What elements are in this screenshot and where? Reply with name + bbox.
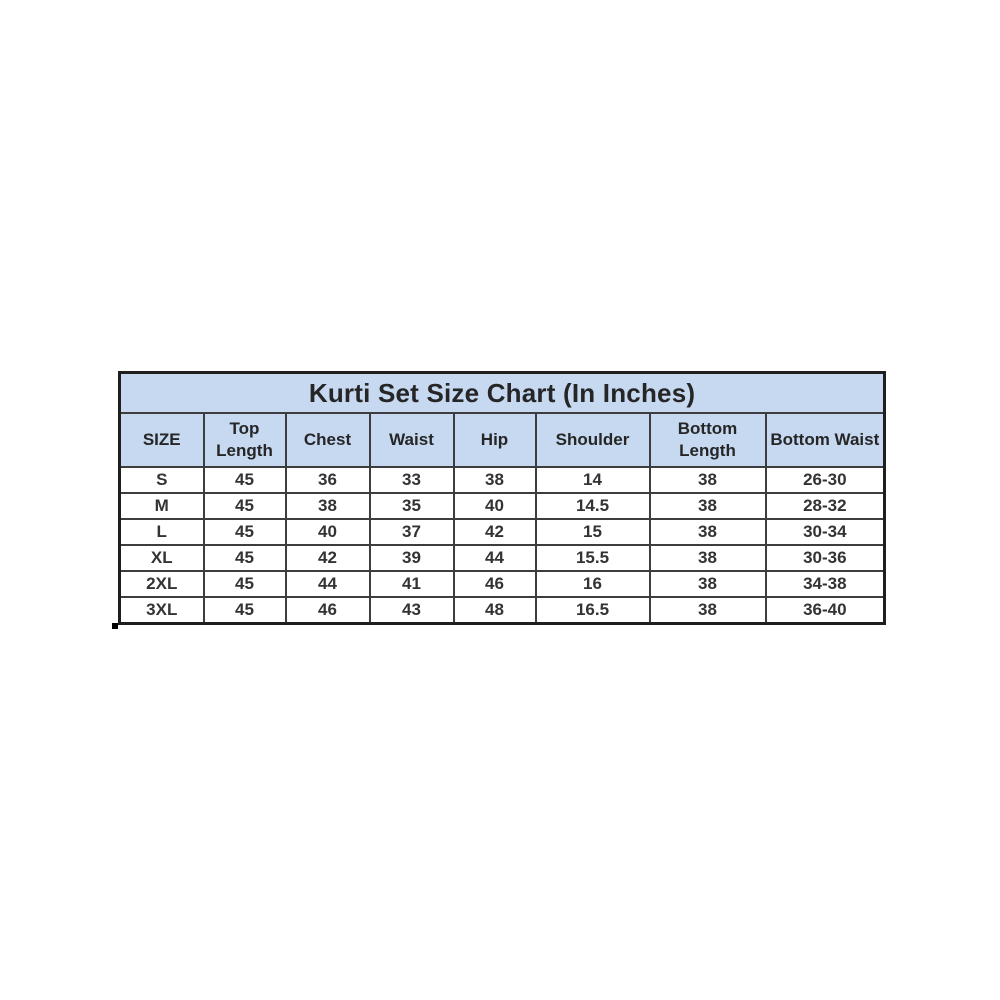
measurement-cell: 37 [370, 519, 454, 545]
size-label-cell: XL [120, 545, 204, 571]
measurement-cell: 38 [454, 467, 536, 493]
measurement-cell: 28-32 [766, 493, 885, 519]
measurement-cell: 26-30 [766, 467, 885, 493]
table-title: Kurti Set Size Chart (In Inches) [120, 373, 885, 414]
table-row [120, 597, 885, 624]
measurement-cell: 38 [286, 493, 370, 519]
measurement-cell: 30-36 [766, 545, 885, 571]
measurement-cell: 30-34 [766, 519, 885, 545]
size-label-cell: 3XL [120, 597, 204, 624]
measurement-cell: 45 [204, 467, 286, 493]
column-header: Chest [286, 413, 370, 467]
measurement-cell: 42 [454, 519, 536, 545]
measurement-cell: 38 [650, 597, 766, 624]
measurement-cell: 38 [650, 545, 766, 571]
measurement-cell: 46 [454, 571, 536, 597]
measurement-cell: 15 [536, 519, 650, 545]
column-header: Waist [370, 413, 454, 467]
measurement-cell: 15.5 [536, 545, 650, 571]
measurement-cell: 40 [454, 493, 536, 519]
size-chart [118, 371, 883, 625]
size-chart-table [118, 371, 886, 625]
table-row [120, 467, 885, 493]
measurement-cell: 36 [286, 467, 370, 493]
measurement-cell: 35 [370, 493, 454, 519]
measurement-cell: 16 [536, 571, 650, 597]
table-row [120, 493, 885, 519]
measurement-cell: 38 [650, 493, 766, 519]
column-header: Shoulder [536, 413, 650, 467]
measurement-cell: 14.5 [536, 493, 650, 519]
measurement-cell: 45 [204, 493, 286, 519]
selection-anchor-mark [112, 623, 118, 629]
column-header: SIZE [120, 413, 204, 467]
measurement-cell: 36-40 [766, 597, 885, 624]
measurement-cell: 48 [454, 597, 536, 624]
measurement-cell: 45 [204, 545, 286, 571]
title-row [120, 373, 885, 414]
measurement-cell: 44 [454, 545, 536, 571]
measurement-cell: 46 [286, 597, 370, 624]
column-header: Hip [454, 413, 536, 467]
table-row [120, 571, 885, 597]
measurement-cell: 34-38 [766, 571, 885, 597]
column-header: Bottom Length [650, 413, 766, 467]
measurement-cell: 41 [370, 571, 454, 597]
measurement-cell: 38 [650, 519, 766, 545]
measurement-cell: 43 [370, 597, 454, 624]
measurement-cell: 16.5 [536, 597, 650, 624]
size-label-cell: 2XL [120, 571, 204, 597]
size-label-cell: M [120, 493, 204, 519]
table-body [120, 467, 885, 624]
measurement-cell: 44 [286, 571, 370, 597]
column-header: Bottom Waist [766, 413, 885, 467]
measurement-cell: 38 [650, 467, 766, 493]
measurement-cell: 14 [536, 467, 650, 493]
column-header-row [120, 413, 885, 467]
measurement-cell: 40 [286, 519, 370, 545]
measurement-cell: 38 [650, 571, 766, 597]
measurement-cell: 45 [204, 597, 286, 624]
table-row [120, 519, 885, 545]
size-label-cell: L [120, 519, 204, 545]
table-row [120, 545, 885, 571]
measurement-cell: 42 [286, 545, 370, 571]
measurement-cell: 33 [370, 467, 454, 493]
column-header: Top Length [204, 413, 286, 467]
size-label-cell: S [120, 467, 204, 493]
measurement-cell: 39 [370, 545, 454, 571]
measurement-cell: 45 [204, 571, 286, 597]
measurement-cell: 45 [204, 519, 286, 545]
